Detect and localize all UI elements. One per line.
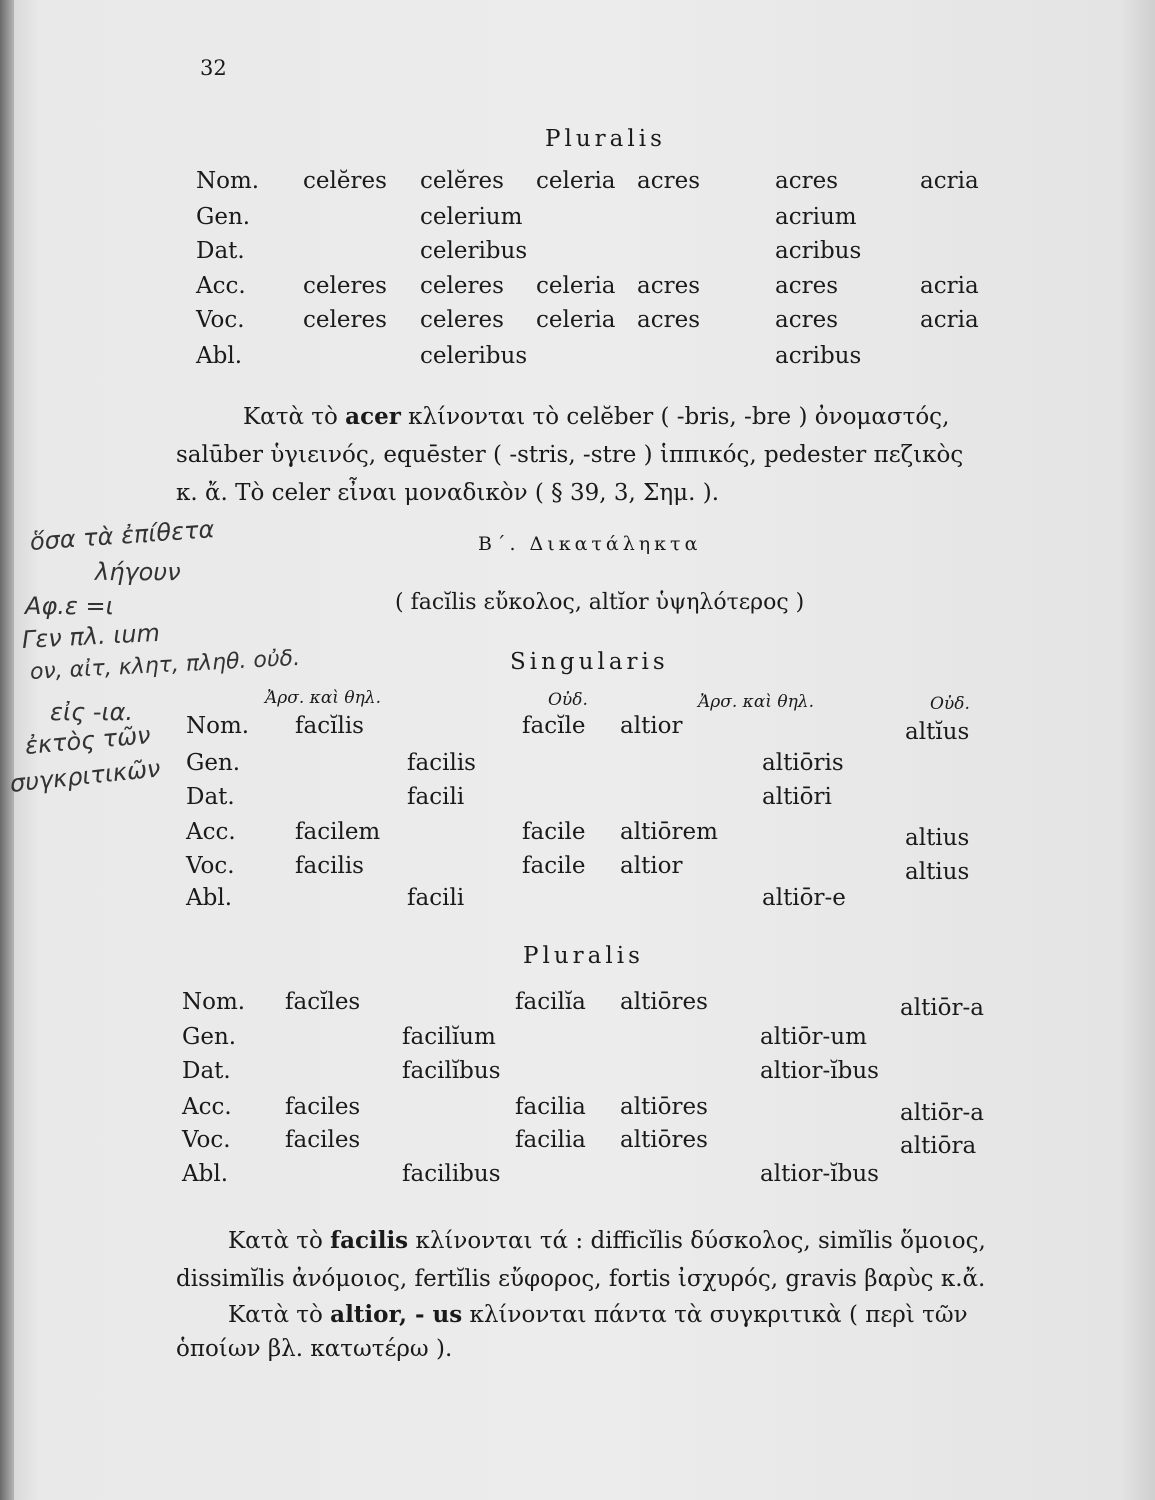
cell-case: Dat. xyxy=(182,1058,231,1084)
cell-c1: facilis xyxy=(295,853,364,879)
cell-c3: facilĭa xyxy=(515,989,586,1015)
cell-c1: celeres xyxy=(303,273,387,299)
note-2-keyword-2: altior, - us xyxy=(330,1301,463,1328)
cell-c5: acres xyxy=(775,273,839,299)
cell-c1: faciles xyxy=(285,1094,361,1120)
note-2-line-2: dissimĭlis ἀνόμοιος, fertĭlis εὔφορος, fortis ἰσχυρός, gravis βαρὺς κ.ἄ. xyxy=(176,1266,986,1292)
note-1-line-2: salūber ὑγιεινός, equēster ( -stris, -stre ) ἱππικός, pedester πεζικὸς xyxy=(176,442,964,468)
note-2-keyword: facilis xyxy=(330,1227,409,1254)
cell-c5: acres xyxy=(775,307,839,333)
cell-c2: facilibus xyxy=(402,1161,501,1187)
cell-c5: altior-ĭbus xyxy=(760,1058,879,1084)
note-2-text-c: κλίνονται τά : difficĭlis δύσκολος, simĭlis ὅμοιος, xyxy=(408,1228,986,1254)
cell-c5: altior-ĭbus xyxy=(760,1161,879,1187)
note-1-text-c: κλίνονται τὸ celĕber ( -bris, -bre ) ὀνομαστός, xyxy=(400,404,950,430)
plural-heading-2: Pluralis xyxy=(523,943,644,969)
cell-c4: altiōres xyxy=(620,1127,708,1153)
cell-c5: altiōri xyxy=(762,784,832,810)
note-1-text-a: Κατὰ τὸ xyxy=(243,404,346,430)
note-1-line-3: κ. ἄ. Τὸ celer εἶναι μοναδικὸν ( § 39, 3, Σημ. ). xyxy=(176,480,720,506)
cell-case: Gen. xyxy=(196,204,251,230)
cell-c4: altior xyxy=(620,853,683,879)
cell-case: Gen. xyxy=(182,1024,237,1050)
note-1-line-1 xyxy=(243,405,949,429)
cell-c3: celeria xyxy=(536,307,616,333)
cell-c2: facili xyxy=(407,784,465,810)
cell-c3: celeria xyxy=(536,168,616,194)
note-2-text-3a: Κατὰ τὸ xyxy=(228,1302,331,1328)
cell-c1: facĭlis xyxy=(295,713,364,739)
cell-case: Nom. xyxy=(196,168,260,194)
cell-c4: acres xyxy=(637,307,701,333)
handwritten-note-4: Γεν πλ. ιum xyxy=(21,618,161,654)
cell-case: Abl. xyxy=(186,885,232,911)
handwritten-note-5: ον, αἰτ, κλητ, πληθ. οὐδ. xyxy=(29,645,301,685)
cell-c2: celeres xyxy=(420,307,504,333)
cell-c6: acria xyxy=(920,168,979,194)
cell-c6: acria xyxy=(920,307,979,333)
cell-c1: celĕres xyxy=(303,168,387,194)
cell-case: Abl. xyxy=(182,1161,228,1187)
cell-c6: acria xyxy=(920,273,979,299)
cell-c2: celerium xyxy=(420,204,523,230)
note-2-text-3c: κλίνονται πάντα τὰ συγκριτικὰ ( περὶ τῶν xyxy=(462,1302,968,1328)
cell-c4: acres xyxy=(637,273,701,299)
cell-c3: facĭle xyxy=(522,713,586,739)
cell-case: Voc. xyxy=(182,1127,231,1153)
cell-case: Dat. xyxy=(186,784,235,810)
cell-c4: altiōres xyxy=(620,1094,708,1120)
cell-case: Acc. xyxy=(182,1094,232,1120)
gender-label-1: Ἀρσ. καὶ θηλ. xyxy=(265,688,381,708)
cell-c1: facĭles xyxy=(285,989,361,1015)
singular-heading: Singularis xyxy=(510,649,669,675)
handwritten-note-7: ἐκτὸς τῶν xyxy=(23,721,152,760)
neuter-label-1: Οὐδ. xyxy=(548,690,588,710)
cell-c4: altior xyxy=(620,713,683,739)
cell-c3: facilia xyxy=(515,1127,586,1153)
cell-c5: acres xyxy=(775,168,839,194)
cell-c5: acribus xyxy=(775,238,862,264)
cell-c3: facile xyxy=(522,853,586,879)
cell-case: Voc. xyxy=(196,307,245,333)
section-b-subtitle: ( facĭlis εὔκολος, altĭor ὑψηλότερος ) xyxy=(395,590,805,615)
cell-c5: acrium xyxy=(775,204,857,230)
plural-heading-1: Pluralis xyxy=(545,126,666,152)
cell-c6: altiōra xyxy=(900,1133,977,1159)
cell-case: Voc. xyxy=(186,853,235,879)
cell-c3: celeria xyxy=(536,273,616,299)
cell-c4: acres xyxy=(637,168,701,194)
handwritten-note-1: ὅσα τὰ ἐπίθετα xyxy=(29,515,216,556)
note-2-line-1 xyxy=(228,1229,986,1253)
cell-case: Gen. xyxy=(186,750,241,776)
cell-c6: altiōr-a xyxy=(900,995,984,1021)
handwritten-note-3: Αφ.ε =ι xyxy=(25,592,114,620)
cell-c3: facilia xyxy=(515,1094,586,1120)
cell-c1: facilem xyxy=(295,819,381,845)
cell-case: Abl. xyxy=(196,343,242,369)
cell-c5: altiōris xyxy=(762,750,844,776)
cell-c4: altiōrem xyxy=(620,819,718,845)
note-2-text-a: Κατὰ τὸ xyxy=(228,1228,331,1254)
cell-c2: facilis xyxy=(407,750,476,776)
cell-c2: celeres xyxy=(420,273,504,299)
cell-c3: facile xyxy=(522,819,586,845)
cell-case: Acc. xyxy=(186,819,236,845)
cell-c2: celeribus xyxy=(420,238,528,264)
cell-c6: altius xyxy=(905,825,970,851)
cell-c2: celeribus xyxy=(420,343,528,369)
cell-case: Acc. xyxy=(196,273,246,299)
page-number: 32 xyxy=(200,56,227,80)
cell-c2: facilĭbus xyxy=(402,1058,501,1084)
cell-c5: altiōr-e xyxy=(762,885,846,911)
cell-c4: altiōres xyxy=(620,989,708,1015)
section-b-heading: Β΄. Δικατάληκτα xyxy=(478,533,702,555)
handwritten-note-6: εἰς -ια. xyxy=(50,698,134,726)
cell-case: Nom. xyxy=(182,989,246,1015)
cell-c2: celĕres xyxy=(420,168,504,194)
book-spine-shadow xyxy=(0,0,14,1500)
cell-case: Dat. xyxy=(196,238,245,264)
cell-c2: facili xyxy=(407,885,465,911)
cell-c6: altiōr-a xyxy=(900,1100,984,1126)
cell-c5: acribus xyxy=(775,343,862,369)
cell-c1: celeres xyxy=(303,307,387,333)
cell-c6: altĭus xyxy=(905,719,970,745)
note-2-line-4: ὁποίων βλ. κατωτέρω ). xyxy=(176,1336,453,1362)
cell-c1: faciles xyxy=(285,1127,361,1153)
handwritten-note-8: συγκριτικῶν xyxy=(8,754,162,798)
neuter-label-2: Οὐδ. xyxy=(930,694,970,714)
cell-c5: altiōr-um xyxy=(760,1024,867,1050)
cell-case: Nom. xyxy=(186,713,250,739)
cell-c2: facilĭum xyxy=(402,1024,496,1050)
handwritten-note-2: λήγουν xyxy=(95,558,181,586)
note-2-line-3 xyxy=(228,1303,968,1327)
cell-c6: altius xyxy=(905,859,970,885)
gender-label-2: Ἀρσ. καὶ θηλ. xyxy=(698,692,814,712)
note-1-keyword: acer xyxy=(345,403,401,430)
